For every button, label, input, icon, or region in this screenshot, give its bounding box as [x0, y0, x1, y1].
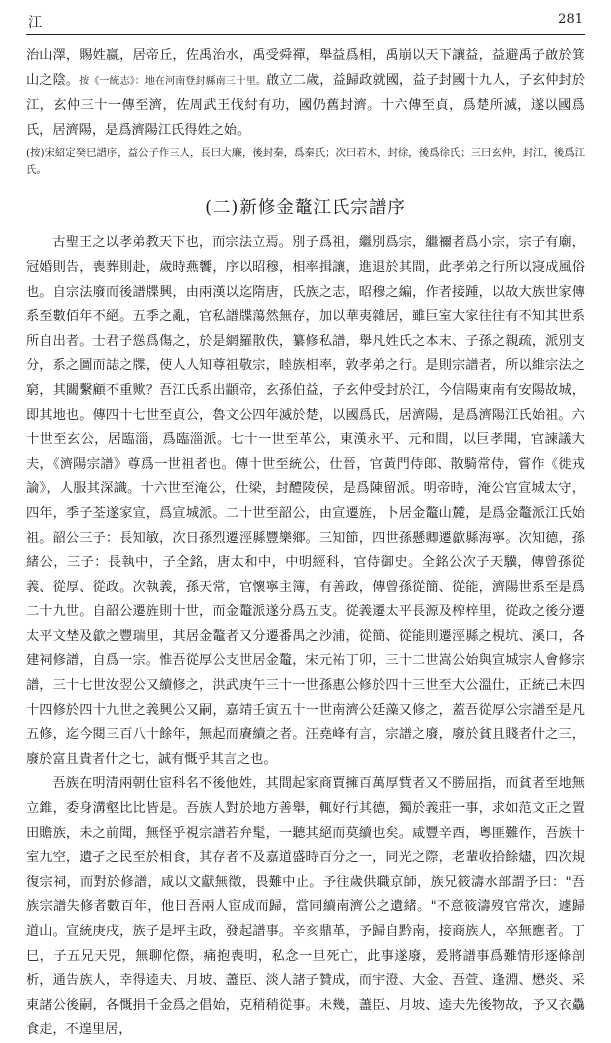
body-text-1a: 古聖王之以孝弟教天下也，而宗法立焉。別子爲祖，繼別爲宗，繼禰者爲小宗，宗子有廟，冠婚則告，喪葬則赴，歲時燕饗，序以昭穆，相率揖讓，進退於其間，此孝弟之行所以寖成風俗也。自宗法廢而後譜牒興，由兩漢以迄隋唐，氏族之志，昭穆之編，作者接踵，以故大族世家傳系至數佰年不絕。五季之亂，官私譜牒蕩然無存，加以華夷雜居，雖巨室大家往往有不知其世系所自出者。士君子慫爲傷之，於是網羅散佚，纂修私譜，舉凡姓氏之本末、子孫之親疏，派別支分，系之圖而誌之牒，使人人知尊祖敬宗，睦族相率，敦孝弟之行。是則宗譜者，所以維宗法之窮，其關繫顧不重歟？吾江氏系出顓帝，玄孫伯益，子玄仲受封於江，今信陽東南有安陽故城，即其地也。傳四十七世至貞公，魯文公四年滅於楚，以國爲氏，居濟陽，是爲濟陽江氏始祖。六十世至玄公，居臨淄，爲臨淄派。七十一世至革公，東漢永平、元和間，以巨孝聞，官諫議大夫，《濟陽宗譜》尊爲一世祖者也。傳十世至統公，仕晉，官黃門侍郎、散騎常侍，嘗作《徙戎論》，人服其深識。十六世至淹公，仕梁，封醴陵侯，是爲陳留派。明帝時，淹公官宣城太守，四年，季子荃遂家宣，爲宣城派。二十世至韶公，由宣遷旌，卜居金鼇山麓，是爲金鼇派江氏始祖。韶公三子：長知敏，次日孫烈遷涇縣豐樂鄉。三知節，四世孫懸卿遷歙縣海寧。次知德，孫緒公，三子：長執中，子全銘，唐太和中，中明經科，官侍御史。全銘公次子天驥，傳曾孫從義、從厚、從政。次執義，孫天常，官懷寧主簿，有善政，傳曾孫從簡、從能，濟陽世系至是爲二十九世。自韶公遷旌則十世，而金鼇派遂分爲五支。從義遷太平長源及榨梓里，從政之後分遷太平文埜及歙之豐瑞里，其居金鼇者又分遷番禺之沙浦，從簡、從能則遷涇縣之梘坑、溪口，各建祠修譜，自爲一宗。惟吾從厚公支世居金鼇，宋元祐丁卯，三十二世嵩公始與宣城宗人會修宗譜，三十七世汝翌公又續修之，洪武庚午三十一世孫惠公修於四十三世至大公溫仕，正統己未四十四修於四十九世之義興公又嗣，嘉靖壬寅五十一世南濟公廷藻又修之，蓋吾從厚公宗譜至是凡五修，迄今閱三百八十餘年，無起而賡續之者。	[26, 235, 585, 743]
running-header	[26, 12, 585, 34]
page-number: 281	[558, 12, 583, 27]
intro-paragraph	[26, 44, 585, 143]
section-heading: (二)新修金鼇江氏宗譜序	[205, 198, 406, 219]
header-title: 江	[28, 15, 42, 31]
intro-text-a: 治山澤，賜姓嬴，居帝丘，佐禹治水，禹受舜禪，舉益爲相，禹崩以天下讓益，益避禹子啟於箕山之陰。	[26, 48, 585, 88]
page-content	[26, 44, 586, 1038]
body-paragraph-1	[26, 231, 585, 772]
body-paragraph-2: 吾族在明清兩朝仕宦科名不後他姓，其間起家商賈擁百萬厚貲者又不勝屈指，而貧者至地無立錐，委身溝壑比比皆是。吾族人對於地方善舉，輒好行其德，獨於義莊一事，求如范文正之置田贍族，未之前聞，無怪乎視宗譜若弁髦，一聽其絕而莫續也矣。咸豐辛酉，粵匪難作，吾族十室九空，遺孑之民至於相食，其存者不及嘉道盛時百分之一，同光之際，老輩收拾餘燼，四次規復宗祠，而對於修譜，咸以文獻無徵，畏難中止。予往歲供職京師，族兄筱濤水部謂予曰："吾族宗譜失修者數百年，他日吾兩人宦成而歸，當同續南濟公之遺緒。"不意筱濤歿官常次，遽歸道山。宣統庚戌，族子是坪主政，發起譜事。辛亥鼎革，予歸自黔南，接商族人，卒無應者。丁巳，子五兄天兕，無聊佗傺，痛抱喪明，私念一旦死亡，此事遂廢，爰將譜事爲難情形逐條剖析，通告族人，幸得逵夫、月坡、藎臣、淡人諸子贊成，而宇澄、大金、吾萱、逢淵、懋炎、采東諸公後嗣，各慨捐千金爲之倡始，克稍稍從事。未幾，藎臣、月坡、逵夫先後物故，予又衣驫食走，不遑里居，	[26, 776, 585, 1038]
footnote-paragraph: (按)宋紹定癸巳譜序，益公子作三人，長曰大廉，後封秦，爲秦氏；次曰若木，封徐，後爲徐氏；三曰玄仲，封江，後爲江氏。	[26, 147, 585, 177]
inline-annotation: 按《一統志》：地在河南登封縣南三十里。	[79, 75, 267, 87]
body-text-1b: 汪堯峰有言，宗譜之廢，廢於貧且賤者什之三，廢於富且貴者什之七，誠有慨乎其言之也。	[26, 727, 585, 767]
header-rule	[26, 34, 585, 35]
intro-text-b: 啟立二歲，益歸政就國，益子封國十九人，子玄仲封於江，玄仲三十一傳至濟，佐周武王伐紂有功，國仍舊封濟。十六傳至貞，爲楚所滅，遂以國爲氏，居濟陽，是爲濟陽江氏得姓之始。	[26, 72, 586, 138]
